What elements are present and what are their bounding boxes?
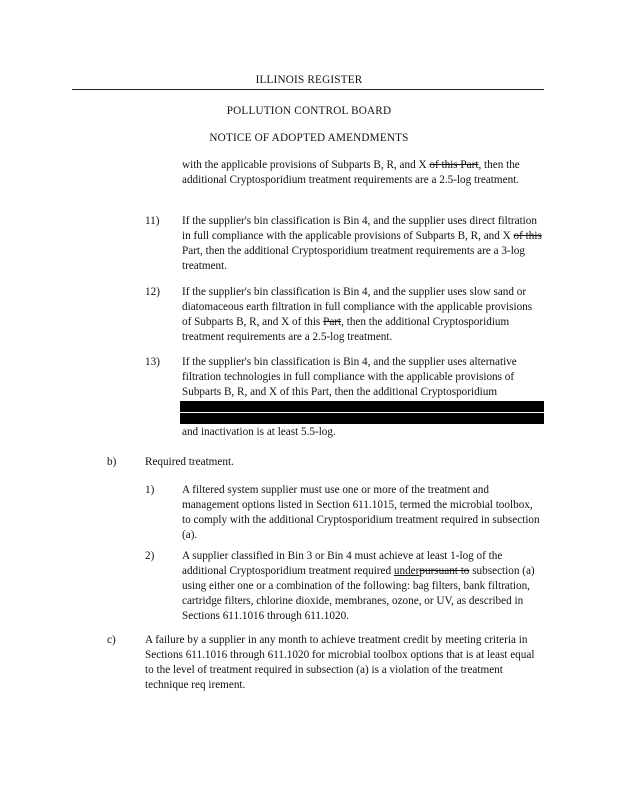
strikethrough-text: pursuant to — [419, 565, 470, 577]
b2-text-a: A supplier classified in Bin 3 or Bin 4 must achieve at least 1-log of the additional Cryptosporidium treatment required — [182, 550, 503, 577]
item-13-tail: and inactivation is at least 5.5-log. — [182, 426, 336, 438]
section-b-label: b) — [107, 456, 117, 468]
item-12-text-a: If the supplier's bin classification is Bin 4, and the supplier uses slow sand or diatomaceous earth filtration in full compliance with the applicable provisions of Subparts B, R, and X of this — [182, 286, 533, 328]
underlined-insertion: under — [393, 565, 420, 577]
item-13-text: If the supplier's bin classification is Bin 4, and the supplier uses alternative filtration technologies in full compliance with the applicable provisions of Subparts B, R, and X of this Part, then the additional Cryptosporidium — [182, 356, 517, 398]
register-title: ILLINOIS REGISTER — [255, 74, 363, 86]
notice-title: NOTICE OF ADOPTED AMENDMENTS — [209, 132, 409, 144]
item-11-text — [182, 214, 544, 274]
header-rule — [72, 89, 544, 90]
b2-number: 2) — [145, 550, 155, 562]
b1-text: A filtered system supplier must use one or more of the treatment and management options listed in Section 611.1015, termed the microbial toolbox, to comply with the additional Cryptosporidium treatment required in subsection (a). — [182, 484, 540, 541]
strikethrough-text: Part — [323, 316, 342, 328]
strikethrough-text: of this — [513, 230, 542, 242]
board-title: POLLUTION CONTROL BOARD — [226, 105, 392, 117]
continued-paragraph — [182, 158, 544, 188]
continued-text-b: , then the additional Cryptosporidium treatment requirements are a 2.5-log treatment. — [182, 159, 520, 186]
item-12-text — [182, 285, 544, 345]
item-11-number: 11) — [145, 215, 160, 227]
item-12-text-b: , then the additional Cryptosporidium treatment requirements are a 2.5-log treatment. — [182, 316, 510, 343]
b1-number: 1) — [145, 484, 155, 496]
strikethrough-text: of this Part — [429, 159, 479, 171]
item-12-number: 12) — [145, 286, 160, 298]
continued-text-a: with the applicable provisions of Subparts B, R, and X — [182, 159, 430, 171]
b2-text — [182, 549, 544, 624]
redaction-bar-1 — [180, 401, 544, 412]
redaction-bar-2 — [180, 413, 544, 424]
section-c-label: c) — [107, 634, 116, 646]
item-11-text-b: Part, then the additional Cryptosporidium treatment requirements are a 3-log treatment. — [182, 245, 525, 272]
section-b-title: Required treatment. — [145, 456, 234, 468]
b2-text-b: subsection (a) using either one or a combination of the following: bag filters, bank filtration, cartridge filters, chlorine dioxide, membranes, ozone, or UV, as described in Sections 611.1016 through 611.1020. — [182, 565, 535, 622]
item-11-text-a: If the supplier's bin classification is Bin 4, and the supplier uses direct filtration in full compliance with the applicable provisions of Subparts B, R, and X — [182, 215, 537, 242]
item-13-number: 13) — [145, 356, 160, 368]
section-c-text: A failure by a supplier in any month to achieve treatment credit by meeting criteria in Sections 611.1016 through 611.1020 for microbial toolbox options that is at least equal to the level of treatment required in subsection (a) is a violation of the treatment technique req irement. — [145, 634, 535, 691]
